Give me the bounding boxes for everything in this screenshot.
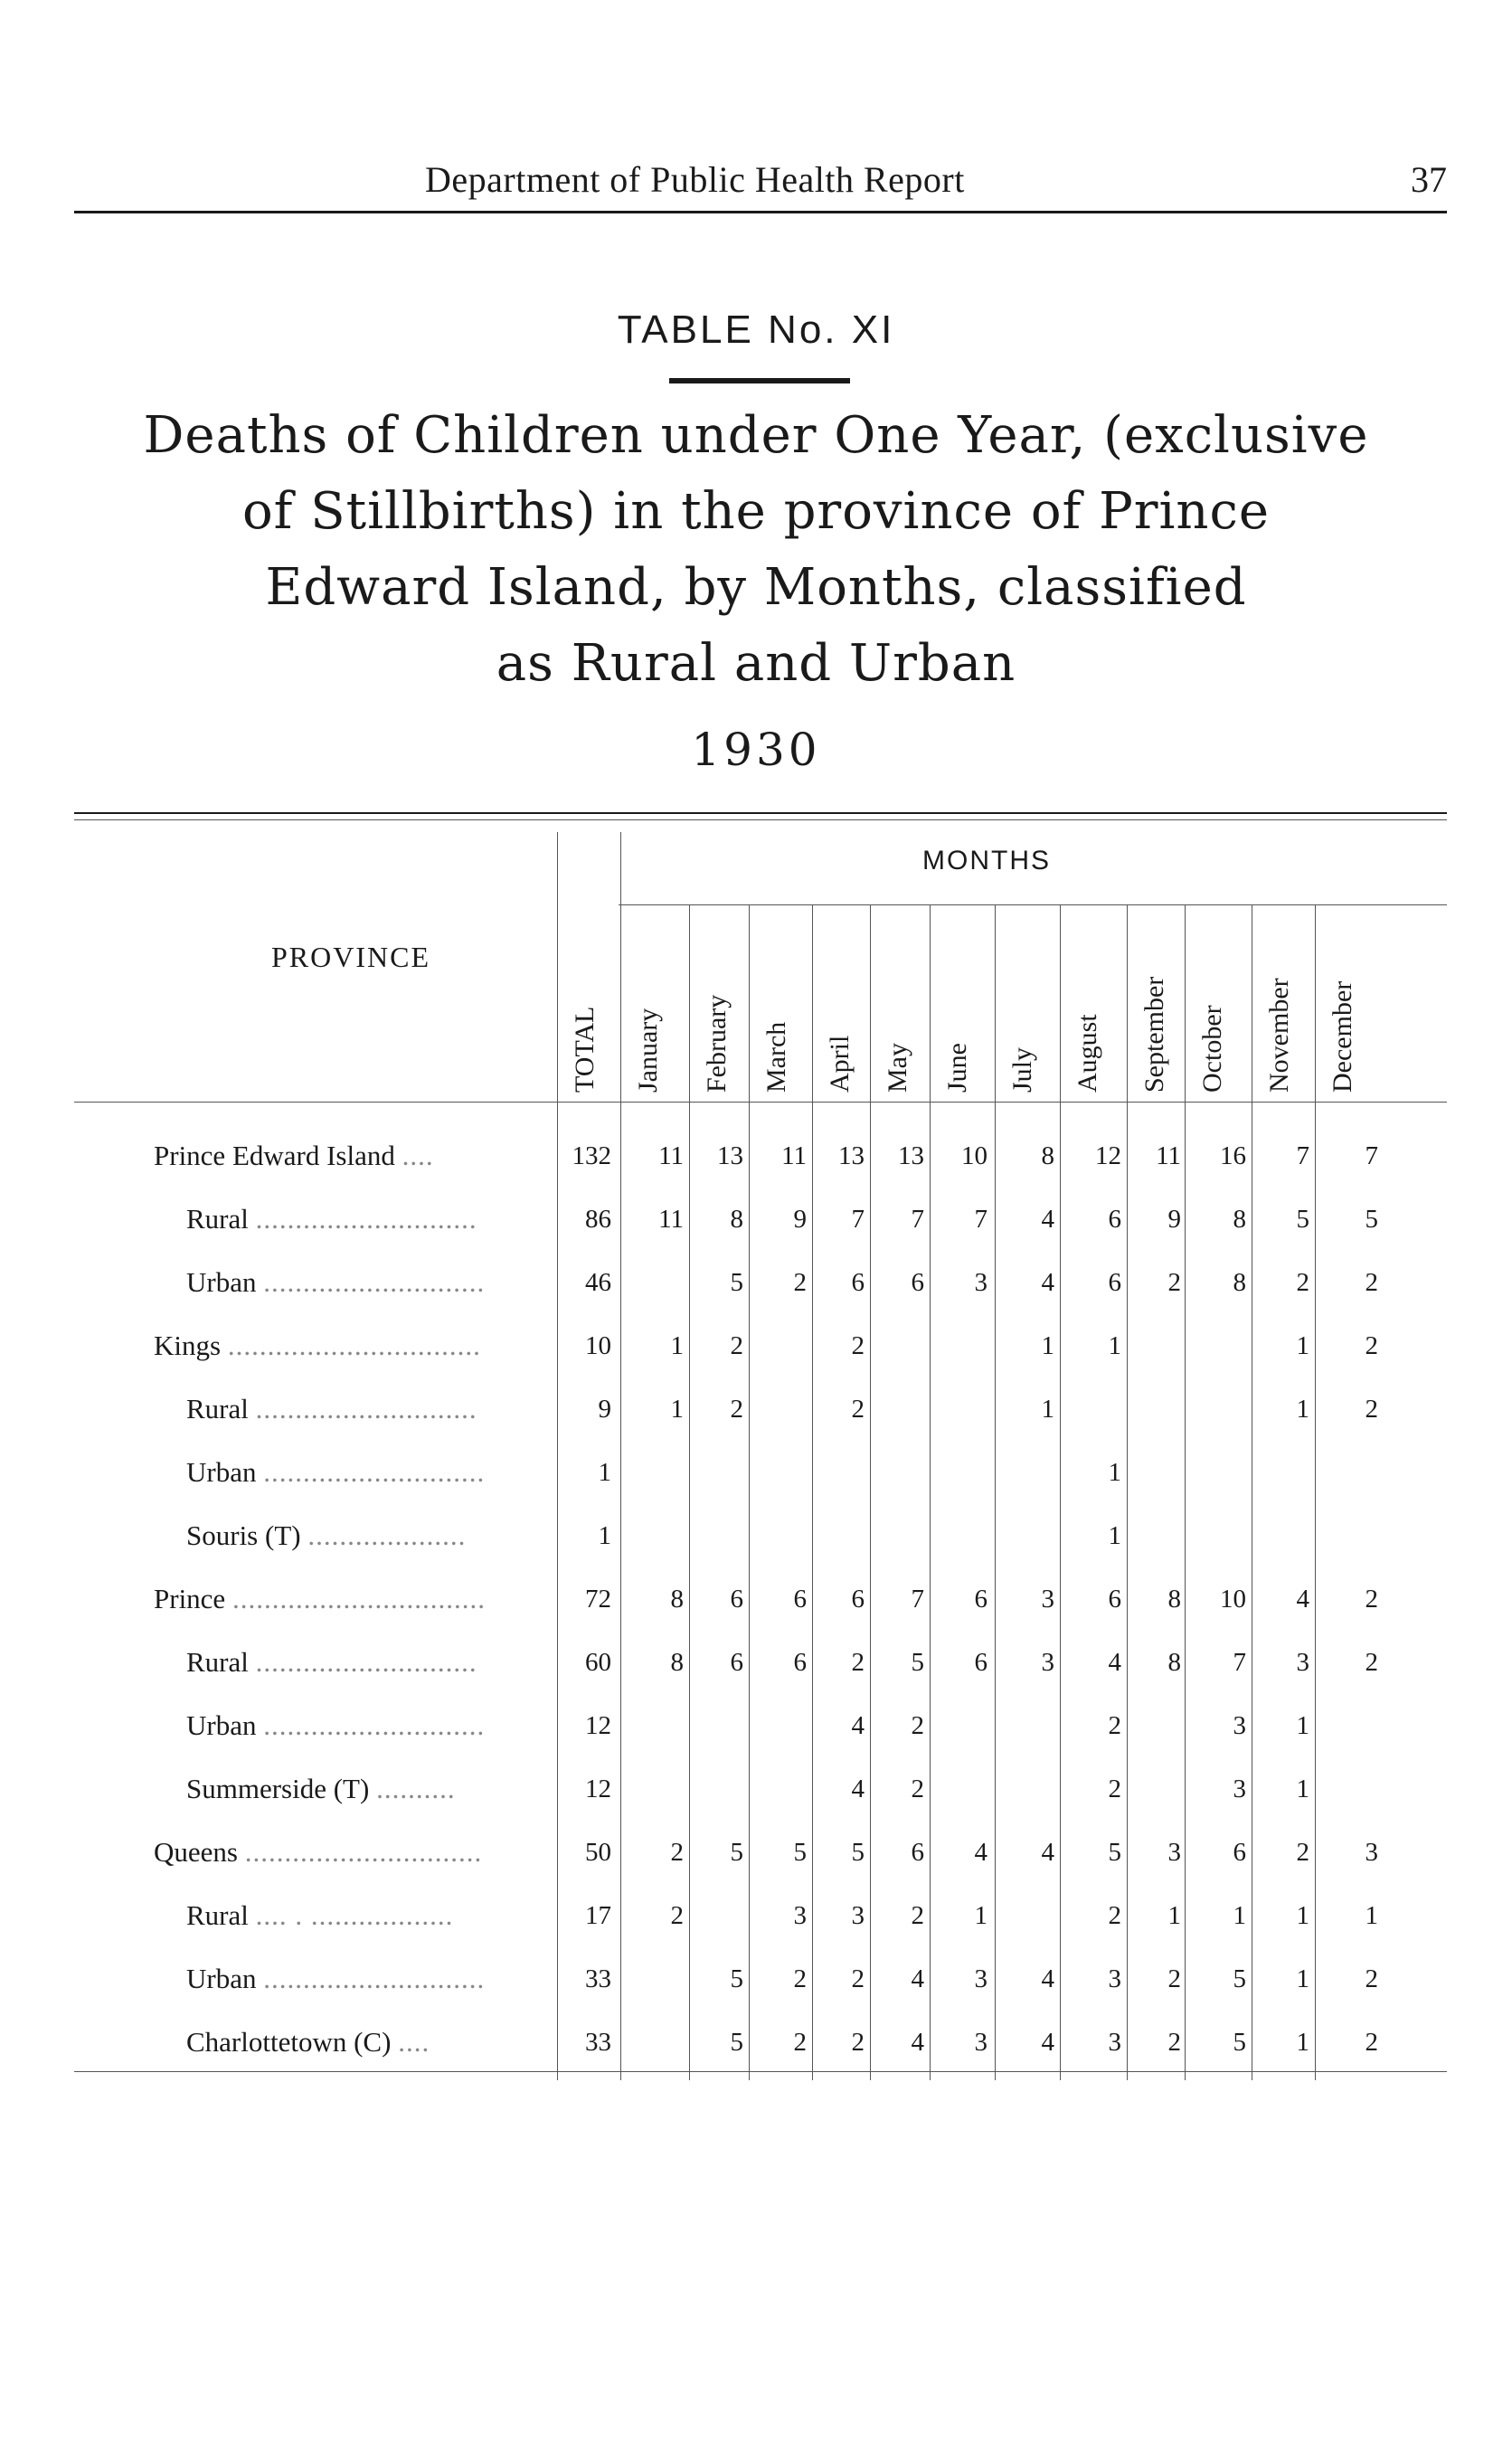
table-cell: 2: [1167, 1964, 1181, 1993]
column-header: TOTAL: [570, 1006, 600, 1093]
table-cell: 3: [974, 1964, 988, 1993]
table-cell: 8: [1233, 1205, 1246, 1234]
table-cell: 6: [974, 1648, 988, 1677]
table-cell: 3: [1296, 1648, 1309, 1677]
column-rule: [689, 904, 690, 2080]
table-cell: 4: [1041, 2028, 1054, 2057]
table-cell: 3: [1167, 1838, 1181, 1867]
table-cell: 2: [851, 1331, 865, 1360]
table-cell: 1: [598, 1521, 611, 1550]
table-cell: 5: [1108, 1838, 1121, 1867]
row-label: [154, 1583, 486, 1615]
row-label-text: Urban: [186, 1709, 264, 1741]
column-rule: [930, 904, 931, 2080]
table-cell: 2: [730, 1331, 743, 1360]
table-cell: 1: [670, 1331, 684, 1360]
title-line: Deaths of Children under One Year, (exclusive: [143, 406, 1369, 465]
row-label: [186, 2026, 430, 2059]
dot-leader: ............................: [263, 1456, 486, 1488]
dot-leader: .... . ..................: [255, 1899, 454, 1931]
table-cell: 2: [730, 1395, 743, 1424]
table-cell: 6: [1108, 1205, 1121, 1234]
table-cell: 2: [793, 1268, 807, 1297]
table-cell: 2: [1296, 1838, 1309, 1867]
table-cell: 13: [838, 1141, 865, 1170]
row-label-text: Rural: [186, 1203, 256, 1235]
table-cell: 7: [911, 1585, 924, 1614]
table-cell: 6: [911, 1268, 924, 1297]
table-cell: 4: [974, 1838, 988, 1867]
table-cell: 11: [658, 1205, 684, 1234]
dot-leader: ..............................: [244, 1836, 483, 1868]
column-header: October: [1197, 1005, 1227, 1093]
table-cell: 2: [911, 1775, 924, 1803]
table-cell: 7: [911, 1205, 924, 1234]
table-cell: 2: [911, 1901, 924, 1930]
table-cell: 16: [1220, 1141, 1246, 1170]
column-rule: [749, 904, 750, 2080]
table-cell: 3: [1108, 1964, 1121, 1993]
table-cell: 7: [1233, 1648, 1246, 1677]
column-header: July: [1007, 1046, 1037, 1093]
table-cell: 5: [1233, 1964, 1246, 1993]
table-cell: 2: [1365, 1964, 1378, 1993]
table-cell: 2: [851, 1648, 865, 1677]
dot-leader: ..........: [376, 1773, 456, 1804]
table-cell: 3: [793, 1901, 807, 1930]
title-line: as Rural and Urban: [496, 634, 1016, 693]
header-bottom-rule: [74, 1102, 1447, 1103]
dot-leader: ............................: [255, 1203, 477, 1235]
row-label: [186, 1266, 485, 1299]
table-cell: 33: [585, 2028, 611, 2057]
table-cell: 2: [911, 1711, 924, 1740]
table-cell: 72: [585, 1585, 611, 1614]
table-cell: 2: [1365, 1648, 1378, 1677]
row-label: [154, 1140, 434, 1172]
table-cell: 2: [1365, 2028, 1378, 2057]
dot-leader: ....................: [307, 1519, 467, 1551]
column-header: September: [1139, 976, 1169, 1093]
row-label: [186, 1519, 466, 1552]
table-cell: 8: [670, 1648, 684, 1677]
table-cell: 5: [1233, 2028, 1246, 2057]
table-cell: 9: [1167, 1205, 1181, 1234]
table-cell: 11: [658, 1141, 684, 1170]
table-cell: 6: [1108, 1268, 1121, 1297]
table-cell: 10: [961, 1141, 988, 1170]
column-header: June: [942, 1043, 972, 1093]
table-number: TABLE No. XI: [617, 308, 895, 352]
table-cell: 5: [730, 2028, 743, 2057]
row-label-text: Rural: [186, 1899, 256, 1931]
table-cell: 1: [1108, 1521, 1121, 1550]
table-cell: 9: [793, 1205, 807, 1234]
column-header: May: [883, 1043, 912, 1093]
table-cell: 3: [1365, 1838, 1378, 1867]
row-label: [186, 1646, 477, 1679]
row-label-text: Urban: [186, 1456, 264, 1488]
row-label-text: Kings: [154, 1330, 228, 1361]
dot-leader: ............................: [263, 1266, 486, 1298]
row-label: [186, 1203, 477, 1235]
table-cell: 2: [1365, 1395, 1378, 1424]
table-cell: 12: [1095, 1141, 1121, 1170]
column-header: January: [633, 1008, 663, 1093]
table-cell: 5: [730, 1964, 743, 1993]
table-cell: 5: [1365, 1205, 1378, 1234]
table-cell: 1: [1108, 1458, 1121, 1487]
table-cell: 2: [851, 1964, 865, 1993]
table-cell: 1: [598, 1458, 611, 1487]
table-cell: 5: [730, 1268, 743, 1297]
table-cell: 5: [793, 1838, 807, 1867]
table-cell: 6: [730, 1648, 743, 1677]
column-header: November: [1264, 978, 1294, 1093]
table-cell: 2: [1365, 1268, 1378, 1297]
column-header: March: [761, 1021, 791, 1093]
table-cell: 1: [1167, 1901, 1181, 1930]
table-cell: 1: [1296, 1331, 1309, 1360]
table-cell: 10: [1220, 1585, 1246, 1614]
table-cell: 13: [717, 1141, 743, 1170]
table-cell: 2: [1365, 1331, 1378, 1360]
table-cell: 6: [793, 1648, 807, 1677]
table-cell: 1: [1296, 1711, 1309, 1740]
table-cell: 50: [585, 1838, 611, 1867]
table-cell: 2: [1167, 2028, 1181, 2057]
table-cell: 1: [1296, 1395, 1309, 1424]
province-header: PROVINCE: [271, 941, 431, 973]
dot-leader: ............................: [263, 1963, 486, 1994]
table-cell: 1: [974, 1901, 988, 1930]
column-header: December: [1328, 980, 1357, 1093]
row-label: [186, 1709, 485, 1742]
column-header: August: [1073, 1014, 1102, 1093]
dot-leader: ....: [402, 1140, 434, 1171]
table-cell: 8: [1167, 1585, 1181, 1614]
table-cell: 6: [911, 1838, 924, 1867]
table-cell: 6: [1233, 1838, 1246, 1867]
column-rule: [995, 904, 996, 2080]
table-cell: 6: [851, 1585, 865, 1614]
table-cell: 2: [1365, 1585, 1378, 1614]
table-cell: 2: [793, 1964, 807, 1993]
table-cell: 46: [585, 1268, 611, 1297]
table-cell: 7: [974, 1205, 988, 1234]
dot-leader: ....: [398, 2026, 430, 2058]
table-cell: 4: [1108, 1648, 1121, 1677]
row-label: [186, 1963, 485, 1995]
dot-leader: ................................: [232, 1583, 486, 1614]
table-cell: 12: [585, 1711, 611, 1740]
row-label-text: Prince: [154, 1583, 232, 1614]
table-cell: 2: [851, 2028, 865, 2057]
column-header: February: [702, 994, 732, 1093]
table-cell: 4: [851, 1775, 865, 1803]
table-cell: 4: [1041, 1268, 1054, 1297]
table-cell: 6: [974, 1585, 988, 1614]
table-cell: 4: [911, 2028, 924, 2057]
table-cell: 3: [1041, 1648, 1054, 1677]
table-cell: 4: [851, 1711, 865, 1740]
table-cell: 4: [1041, 1838, 1054, 1867]
row-label: [186, 1393, 477, 1425]
column-rule: [557, 832, 558, 2080]
table-cell: 11: [781, 1141, 807, 1170]
dot-leader: ................................: [227, 1330, 481, 1361]
table-cell: 3: [1108, 2028, 1121, 2057]
dot-leader: ............................: [255, 1646, 477, 1678]
table-cell: 33: [585, 1964, 611, 1993]
table-cell: 3: [1041, 1585, 1054, 1614]
table-cell: 86: [585, 1205, 611, 1234]
table-cell: 7: [1296, 1141, 1309, 1170]
row-label-text: Urban: [186, 1963, 264, 1994]
column-rule: [1060, 904, 1061, 2080]
table-cell: 17: [585, 1901, 611, 1930]
table-cell: 1: [670, 1395, 684, 1424]
table-cell: 4: [1296, 1585, 1309, 1614]
table-cell: 5: [730, 1838, 743, 1867]
row-label-text: Queens: [154, 1836, 245, 1868]
row-label: [154, 1836, 482, 1869]
table-cell: 3: [974, 2028, 988, 2057]
table-cell: 8: [730, 1205, 743, 1234]
table-top-rule-thin: [74, 819, 1447, 820]
row-label: [186, 1773, 456, 1805]
column-rule: [1315, 904, 1316, 2080]
table-cell: 2: [670, 1901, 684, 1930]
table-cell: 1: [1296, 2028, 1309, 2057]
title-rule: [669, 378, 850, 383]
running-header-title: Department of Public Health Report: [425, 159, 965, 200]
column-header: April: [825, 1035, 855, 1093]
table-cell: 9: [598, 1395, 611, 1424]
row-label-text: Souris (T): [186, 1519, 308, 1551]
table-cell: 8: [1167, 1648, 1181, 1677]
table-title: [0, 398, 1512, 702]
title-line: Edward Island, by Months, classified: [265, 558, 1247, 617]
title-line: of Stillbirths) in the province of Prince: [241, 482, 1271, 541]
table-cell: 10: [585, 1331, 611, 1360]
row-label-text: Prince Edward Island: [154, 1140, 402, 1171]
table-cell: 2: [851, 1395, 865, 1424]
column-rule: [620, 832, 621, 2080]
table-cell: 1: [1041, 1331, 1054, 1360]
table-cell: 7: [1365, 1141, 1378, 1170]
row-label-text: Charlottetown (C): [186, 2026, 399, 2058]
table-cell: 3: [1233, 1711, 1246, 1740]
table-cell: 1: [1108, 1331, 1121, 1360]
table-cell: 8: [1041, 1141, 1054, 1170]
table-cell: 11: [1156, 1141, 1181, 1170]
table-cell: 6: [730, 1585, 743, 1614]
table-cell: 12: [585, 1775, 611, 1803]
table-cell: 5: [851, 1838, 865, 1867]
table-cell: 1: [1296, 1775, 1309, 1803]
table-cell: 6: [793, 1585, 807, 1614]
table-cell: 4: [1041, 1964, 1054, 1993]
column-rule: [1185, 904, 1186, 2080]
row-label-text: Rural: [186, 1393, 256, 1424]
table-cell: 2: [1296, 1268, 1309, 1297]
table-cell: 2: [1108, 1711, 1121, 1740]
row-label-text: Summerside (T): [186, 1773, 377, 1804]
table-cell: 6: [851, 1268, 865, 1297]
table-cell: 2: [1108, 1775, 1121, 1803]
table-cell: 8: [1233, 1268, 1246, 1297]
table-cell: 5: [1296, 1205, 1309, 1234]
table-cell: 60: [585, 1648, 611, 1677]
table-cell: 2: [1108, 1901, 1121, 1930]
table-cell: 3: [851, 1901, 865, 1930]
table-cell: 1: [1365, 1901, 1378, 1930]
row-label: [186, 1456, 485, 1489]
table-cell: 8: [670, 1585, 684, 1614]
table-cell: 132: [572, 1141, 611, 1170]
table-cell: 13: [898, 1141, 924, 1170]
table-cell: 5: [911, 1648, 924, 1677]
table-cell: 2: [1167, 1268, 1181, 1297]
table-bottom-rule: [74, 2071, 1447, 2072]
table-cell: 6: [1108, 1585, 1121, 1614]
dot-leader: ............................: [263, 1709, 486, 1741]
months-header: MONTHS: [922, 846, 1051, 876]
row-label: [154, 1330, 481, 1362]
table-cell: 3: [974, 1268, 988, 1297]
table-year: 1930: [691, 724, 821, 776]
row-label-text: Urban: [186, 1266, 264, 1298]
row-label: [186, 1899, 453, 1932]
table-cell: 3: [1233, 1775, 1246, 1803]
row-label-text: Rural: [186, 1646, 256, 1678]
table-cell: 4: [911, 1964, 924, 1993]
table-cell: 1: [1233, 1901, 1246, 1930]
header-rule: [74, 211, 1447, 213]
table-cell: 1: [1041, 1395, 1054, 1424]
table-cell: 4: [1041, 1205, 1054, 1234]
page-number: 37: [1411, 159, 1447, 200]
months-underline: [619, 904, 1447, 905]
table-top-rule: [74, 812, 1447, 814]
table-cell: 2: [793, 2028, 807, 2057]
table-cell: 7: [851, 1205, 865, 1234]
table-cell: 2: [670, 1838, 684, 1867]
dot-leader: ............................: [255, 1393, 477, 1424]
table-cell: 1: [1296, 1901, 1309, 1930]
table-cell: 1: [1296, 1964, 1309, 1993]
